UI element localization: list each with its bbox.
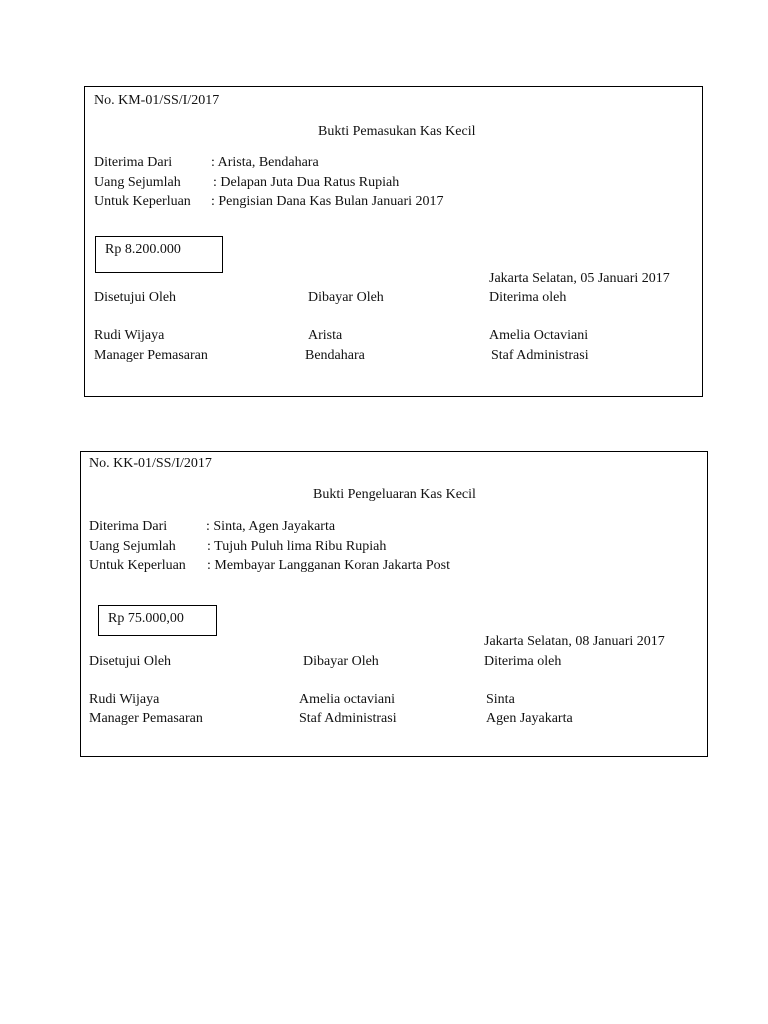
amount-value: Rp 75.000,00 [108, 611, 184, 626]
field-value-received-from: : Sinta, Agen Jayakarta [206, 519, 336, 534]
cash-receipt-voucher [84, 86, 703, 397]
field-value-amount-words: : Tujuh Puluh lima Ribu Rupiah [207, 539, 387, 554]
signature-position-received: Staf Administrasi [491, 348, 589, 363]
signature-name-approved: Rudi Wijaya [89, 692, 160, 707]
signature-name-paid: Amelia octaviani [299, 692, 396, 707]
signature-role-paid: Dibayar Oleh [308, 290, 384, 305]
field-value-received-from: : Arista, Bendahara [211, 155, 319, 170]
place-date: Jakarta Selatan, 08 Januari 2017 [484, 634, 665, 649]
field-value-purpose: : Pengisian Dana Kas Bulan Januari 2017 [211, 194, 444, 209]
signature-role-approved: Disetujui Oleh [89, 654, 172, 669]
signature-name-approved: Rudi Wijaya [94, 328, 165, 343]
signature-position-paid: Staf Administrasi [299, 711, 397, 726]
field-value-amount-words: : Delapan Juta Dua Ratus Rupiah [213, 175, 400, 190]
signature-position-paid: Bendahara [305, 348, 365, 363]
amount-box [98, 605, 217, 636]
amount-box [95, 236, 223, 273]
voucher-title: Bukti Pemasukan Kas Kecil [318, 124, 476, 139]
signature-position-approved: Manager Pemasaran [94, 348, 208, 363]
voucher-number: No. KM-01/SS/I/2017 [94, 93, 220, 108]
amount-value: Rp 8.200.000 [105, 242, 181, 257]
signature-position-approved: Manager Pemasaran [89, 711, 203, 726]
signature-name-received: Amelia Octaviani [489, 328, 589, 343]
signature-role-received: Diterima oleh [489, 290, 567, 305]
voucher-title: Bukti Pengeluaran Kas Kecil [313, 487, 476, 502]
signature-role-approved: Disetujui Oleh [94, 290, 177, 305]
field-label-amount-words: Uang Sejumlah [94, 175, 181, 190]
place-date: Jakarta Selatan, 05 Januari 2017 [489, 271, 670, 286]
voucher-number: No. KK-01/SS/I/2017 [89, 456, 212, 471]
field-label-received-from: Diterima Dari [94, 155, 173, 170]
field-value-purpose: : Membayar Langganan Koran Jakarta Post [207, 558, 450, 573]
field-label-amount-words: Uang Sejumlah [89, 539, 176, 554]
signature-name-received: Sinta [486, 692, 515, 707]
field-label-purpose: Untuk Keperluan [94, 194, 191, 209]
signature-position-received: Agen Jayakarta [486, 711, 573, 726]
field-label-received-from: Diterima Dari [89, 519, 168, 534]
signature-role-received: Diterima oleh [484, 654, 562, 669]
signature-name-paid: Arista [308, 328, 343, 343]
signature-role-paid: Dibayar Oleh [303, 654, 379, 669]
field-label-purpose: Untuk Keperluan [89, 558, 186, 573]
cash-disbursement-voucher [80, 451, 708, 757]
